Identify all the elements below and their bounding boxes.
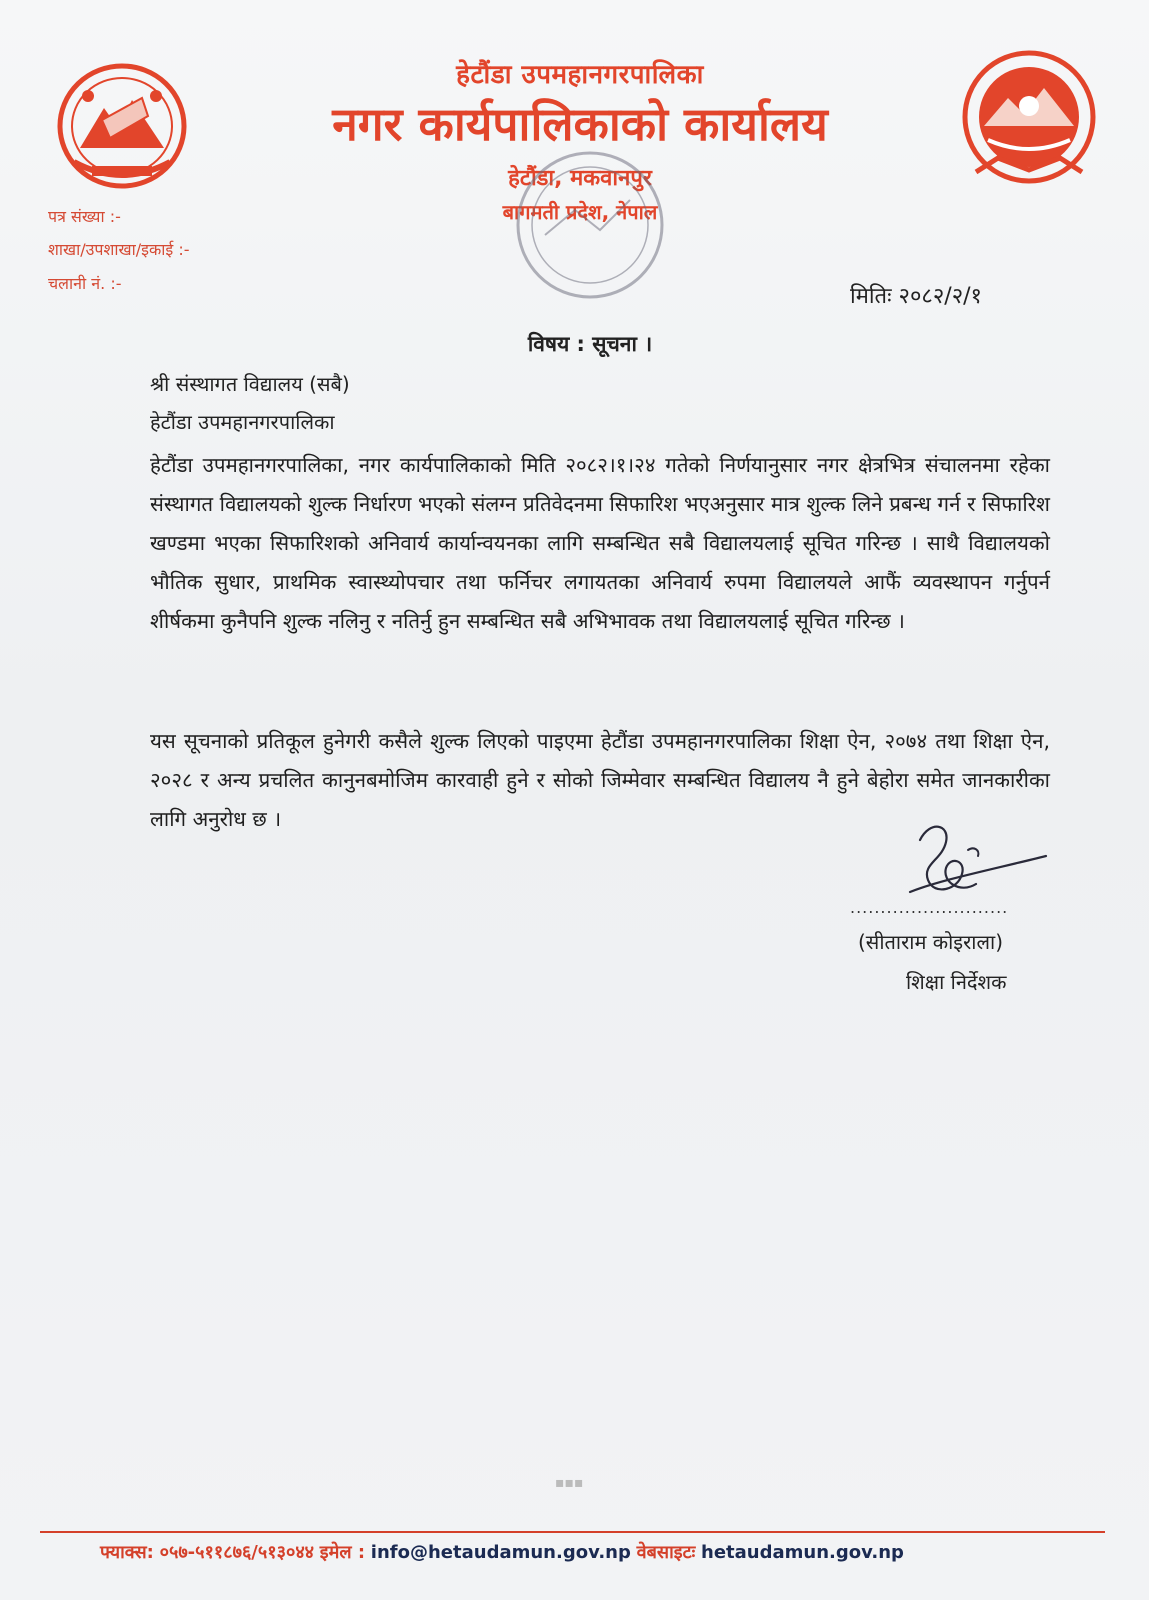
body-paragraph-1: हेटौंडा उपमहानगरपालिका, नगर कार्यपालिकाको मिति २०८२।१।२४ गतेको निर्णयानुसार नगर क्षेत्रभित्र संचालनमा रहेका संस्थागत विद्यालयको शुल्क निर्धारण भएको संलग्न प्रतिवेदनमा सिफारिश भएअनुसार मात्र शुल्क लिने प्रबन्ध गर्न र सिफारिश खण्डमा भएका सिफारिशको अनिवार्य कार्यान्वयनका लागि सम्बन्धित सबै विद्यालयलाई सूचित गरिन्छ । साथै विद्यालयको भौतिक सुधार, प्राथमिक स्वास्थ्योपचार तथा फर्निचर लगायतका अनिवार्य रुपमा विद्यालयले आफैं व्यवस्थापन गर्नुपर्न शीर्षकमा कुनैपनि शुल्क नलिनु र नतिर्नु हुन सम्बन्धित सबै अभिभावक तथा विद्यालयलाई सूचित गरिन्छ । [150, 453, 1050, 633]
address-line-2: बागमती प्रदेश, नेपाल [502, 200, 658, 224]
dispatch-number: चलानी नं. :- [48, 274, 122, 293]
body-paragraph-2: यस सूचनाको प्रतिकूल हुनेगरी कसैले शुल्क लिएको पाइएमा हेटौंडा उपमहानगरपालिका शिक्षा ऐन, २०७४ तथा शिक्षा ऐन, २०२८ र अन्य प्रचलित कानुनबमोजिम कारवाही हुने र सोको जिम्मेवार सम्बन्धित विद्यालय नै हुने बेहोरा समेत जानकारीका लागि अनुरोध छ । [150, 729, 1050, 831]
website-link[interactable]: hetaudamun.gov.np [701, 1542, 904, 1563]
branch-unit: शाखा/उपशाखा/इकाई :- [48, 240, 190, 259]
footer-divider [40, 1531, 1105, 1533]
signer-designation: शिक्षा निर्देशक [906, 970, 1007, 994]
fax-value: ०५७-५११८७६/५१३०४४ [159, 1542, 315, 1563]
addressee-line-2: हेटौंडा उपमहानगरपालिका [150, 410, 335, 434]
office-stamp-icon [505, 140, 675, 310]
footer-contact [100, 1540, 1060, 1564]
signature-dotted-line: .......................... [850, 898, 1009, 917]
subject-line: विषय : सूचना । [527, 332, 653, 356]
addressee-line-1: श्री संस्थागत विद्यालय (सबै) [150, 372, 350, 396]
email-link[interactable]: info@hetaudamun.gov.np [370, 1542, 631, 1563]
website-label: वेबसाइटः [636, 1542, 696, 1563]
email-label: इमेल : [319, 1542, 366, 1563]
address-line-1: हेटौंडा, मकवानपुर [508, 166, 652, 191]
letter-date: मितिः २०८२/२/१ [850, 284, 982, 309]
municipality-name: हेटौंडा उपमहानगरपालिका [456, 60, 704, 90]
faint-watermark-mark: ▪▪▪ [555, 1475, 584, 1491]
signer-name: (सीताराम कोइराला) [858, 930, 1004, 954]
office-name: नगर कार्यपालिकाको कार्यालय [332, 97, 828, 151]
letter-number: पत्र संख्या :- [48, 207, 121, 226]
fax-label: फ्याक्स: [100, 1542, 154, 1563]
